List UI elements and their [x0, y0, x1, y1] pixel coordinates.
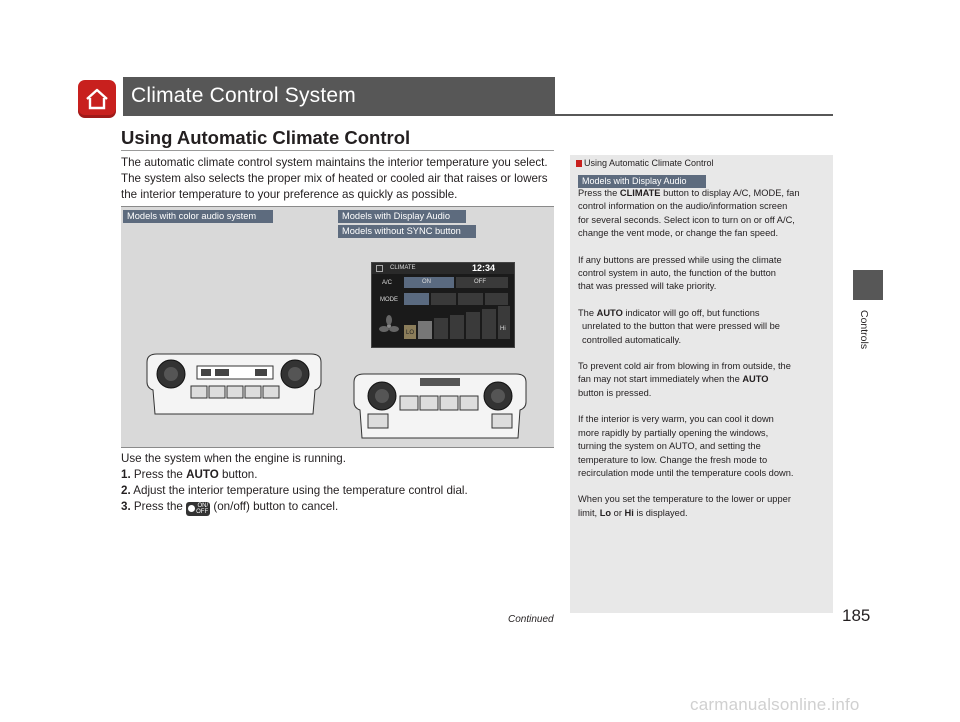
- intro-line: The system also selects the proper mix of heated or cooled air that raises or lowers: [121, 172, 548, 185]
- note-p5: If the interior is very warm, you can cool it down: [578, 414, 774, 425]
- model-tag-without-sync: Models without SYNC button: [338, 225, 476, 238]
- steps: [121, 451, 561, 516]
- section-rule: [121, 150, 554, 151]
- step-3: 3. Press the ON/ OFF (on/off) button to cancel.: [121, 500, 339, 515]
- note-p4: To prevent cold air from blowing in from outside, the: [578, 361, 791, 372]
- home-icon: [83, 85, 111, 113]
- page-title: Climate Control System: [131, 84, 356, 107]
- intro-line: the interior temperature to your preference as quickly as possible.: [121, 188, 458, 201]
- fan-icon: [378, 315, 400, 337]
- continued-label: Continued: [508, 614, 554, 625]
- note-heading: Using Automatic Climate Control: [576, 157, 714, 170]
- fan-level-5[interactable]: [482, 309, 496, 339]
- chapter-label: Controls: [858, 310, 870, 350]
- title-underline: [123, 114, 833, 116]
- note-marker-icon: [576, 160, 582, 167]
- mode-defrost-button[interactable]: [485, 293, 508, 305]
- note-p6: When you set the temperature to the lower or upper: [578, 494, 791, 505]
- fan-hi[interactable]: Hi: [498, 306, 510, 339]
- model-tag-color-audio: Models with color audio system: [123, 210, 273, 223]
- page-number: 185: [842, 606, 871, 625]
- mode-bilevel-button[interactable]: [431, 293, 456, 305]
- step-1: 1. Press the AUTO button.: [121, 468, 258, 481]
- note-body: Press the CLIMATE button to display A/C, MODE, fan control information on the audio/information screen for several seconds. Select icon to turn on or off A/C, change the vent mode, or change the fan speed. If any buttons are pressed while using the climate control system in auto, the function of the button that was pressed will take priority. The AUTO indicator will go off, but functions unrelated to the button that were pressed will be controlled automatically. To prevent cold air from blowing in from outside, the fan may not start immediately when the AUTO button is pressed. If the interior is very warm, you can cool it down more rapidly by partially opening the windows, turning the system on AUTO, and setting the temperature to low. Change the fresh mode to recirculation mode until the temperature cools down. When you set the temperature to the lower or upper limit, Lo or Hi is displayed.: [578, 187, 828, 520]
- note-p1: Press the CLIMATE button to display A/C, MODE, fan: [578, 188, 800, 198]
- chapter-title-bar: [123, 77, 555, 114]
- watermark: carmanualsonline.info: [690, 695, 860, 714]
- intro-line: The automatic climate control system maintains the interior temperature you select.: [121, 156, 548, 169]
- steps-lead: Use the system when the engine is running.: [121, 452, 346, 465]
- step-2: 2. Adjust the interior temperature using the temperature control dial.: [121, 484, 468, 497]
- climate-panel-color-audio: [143, 352, 325, 418]
- model-tag-display-audio: Models with Display Audio: [338, 210, 466, 223]
- note-p2: If any buttons are pressed while using the climate: [578, 254, 782, 265]
- note-model-tag: Models with Display Audio: [578, 175, 706, 188]
- climate-panel-display-audio: [350, 370, 530, 442]
- chapter-tab[interactable]: [853, 270, 883, 300]
- home-button[interactable]: [78, 80, 116, 118]
- back-icon: [376, 265, 383, 272]
- fan-level-2[interactable]: [434, 318, 448, 339]
- mode-floor-button[interactable]: [458, 293, 483, 305]
- intro-paragraph: [121, 155, 561, 203]
- fan-lo[interactable]: LO: [404, 325, 416, 339]
- screen-title: CLIMATE: [390, 265, 416, 271]
- fan-level-3[interactable]: [450, 315, 464, 339]
- mode-face-button[interactable]: [404, 293, 429, 305]
- fan-level-4[interactable]: [466, 312, 480, 339]
- fan-level-1[interactable]: [418, 321, 432, 339]
- on-off-button-icon: ON/ OFF: [186, 502, 210, 516]
- ac-off-button[interactable]: OFF: [456, 277, 508, 288]
- ac-label: A/C: [382, 280, 393, 286]
- mode-label: MODE: [380, 297, 398, 303]
- note-p3: The AUTO indicator will go off, but functions: [578, 307, 760, 318]
- climate-screen: [371, 262, 515, 348]
- screen-clock: 12:34: [472, 263, 496, 273]
- ac-on-button[interactable]: ON: [404, 277, 454, 288]
- section-heading: Using Automatic Climate Control: [121, 127, 411, 148]
